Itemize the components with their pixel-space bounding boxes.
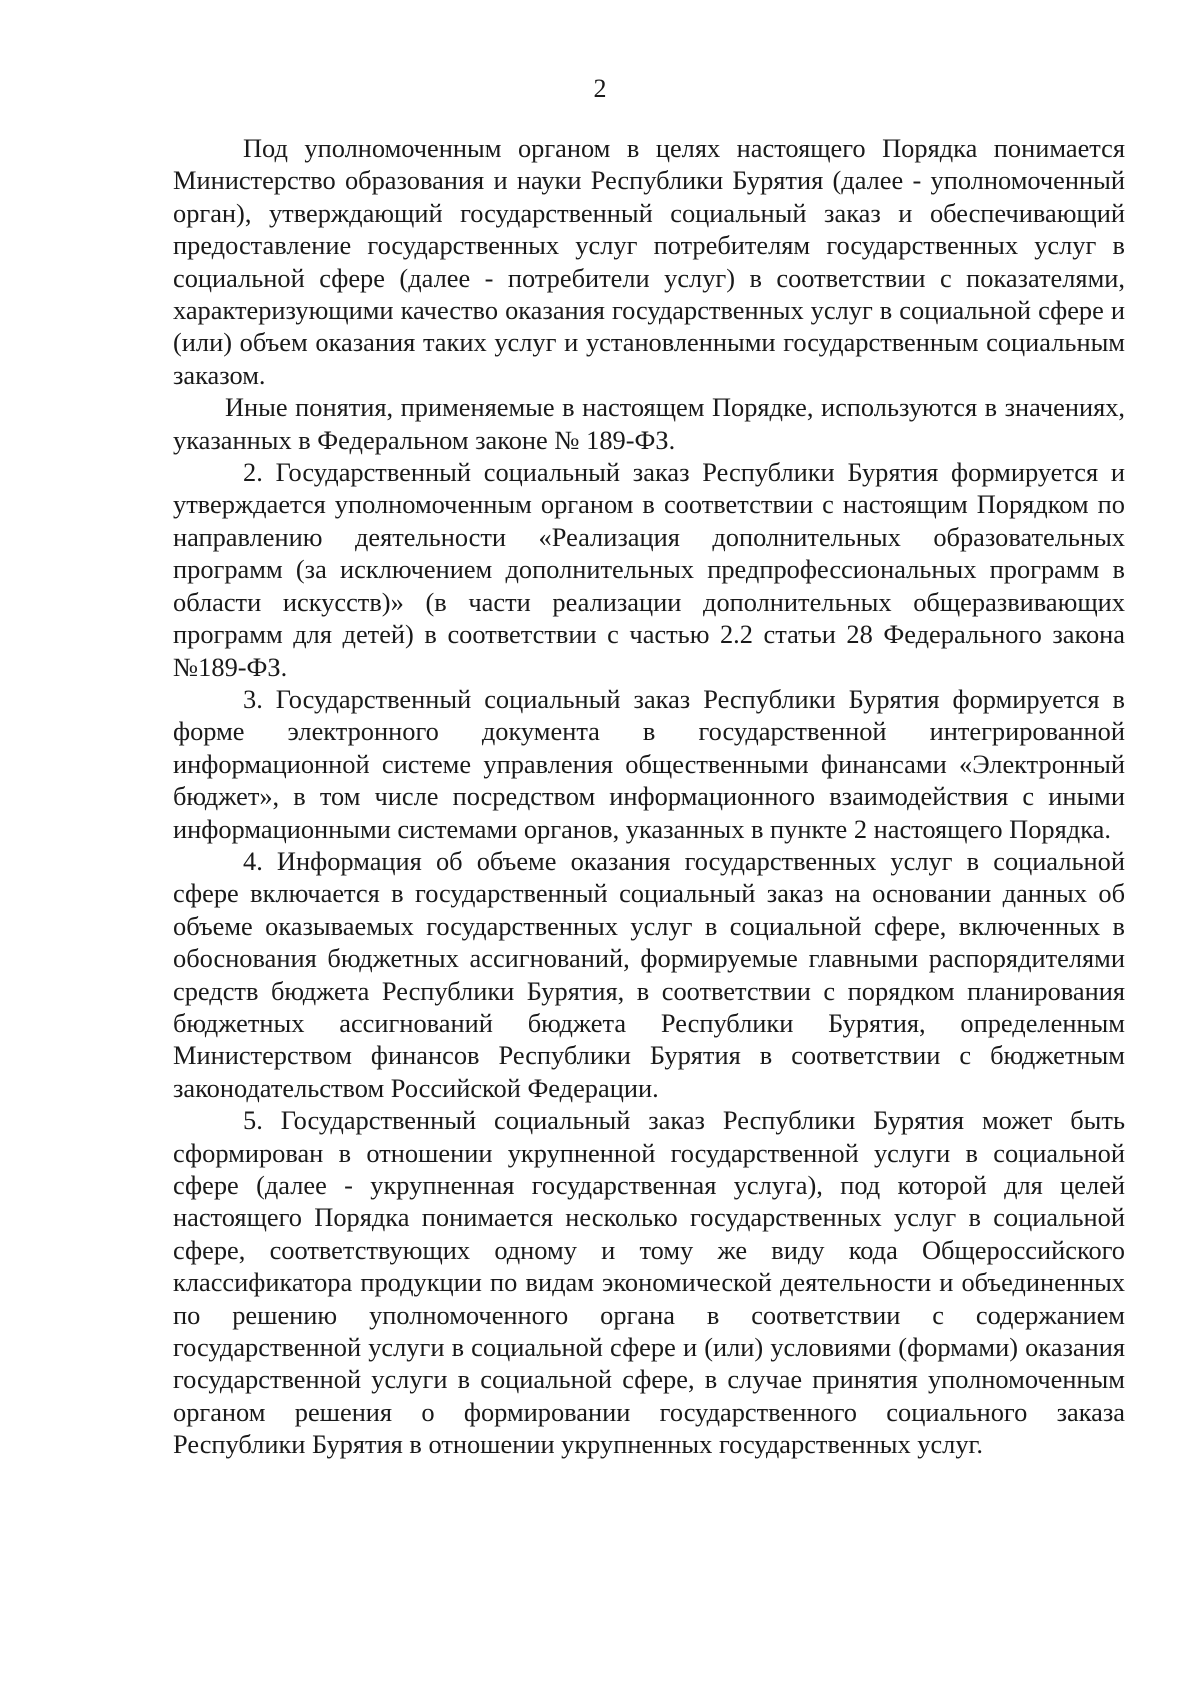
- paragraph-item-3: 3. Государственный социальный заказ Республики Бурятия формируется в форме электронного документа в государственной интегрированной информационной системе управления общественными финансами «Электронный бюджет», в том числе посредством информационного взаимодействия с иными информационными системами органов, указанных в пункте 2 настоящего Порядка.: [173, 683, 1125, 844]
- page-number: 2: [593, 74, 607, 103]
- paragraph-authorized-body-definition: Под уполномоченным органом в целях настоящего Порядка понимается Министерство образования и науки Республики Бурятия (далее - уполномоченный орган), утверждающий государственный социальный заказ и обеспечивающий предоставление государственных услуг потребителям государственных услуг в социальной сфере (далее - потребители услуг) в соответствии с показателями, характеризующими качество оказания государственных услуг в социальной сфере и (или) объем оказания таких услуг и установленными государственным социальным заказом.: [173, 133, 1125, 390]
- paragraph-other-terms: Иные понятия, применяемые в настоящем Порядке, используются в значениях, указанных в Федеральном законе № 189-ФЗ.: [173, 392, 1125, 455]
- paragraph-item-5: 5. Государственный социальный заказ Республики Бурятия может быть сформирован в отношении укрупненной государственной услуги в социальной сфере (далее - укрупненная государственная услуга), под которой для целей настоящего Порядка понимается несколько государственных услуг в социальной сфере, соответствующих одному и тому же виду кода Общероссийского классификатора продукции по видам экономической деятельности и объединенных по решению уполномоченного органа в соответствии с содержанием государственной услуги в социальной сфере и (или) условиями (формами) оказания государственной услуги в социальной сфере, в случае принятия уполномоченным органом решения о формировании государственного социального заказа Республики Бурятия в отношении укрупненных государственных услуг.: [173, 1105, 1125, 1460]
- document-body: [173, 132, 1125, 1461]
- paragraph-item-2: 2. Государственный социальный заказ Республики Бурятия формируется и утверждается уполномоченным органом в соответствии с настоящим Порядком по направлению деятельности «Реализация дополнительных образовательных программ (за исключением дополнительных предпрофессиональных программ в области искусств)» (в части реализации дополнительных общеразвивающих программ для детей) в соответствии с частью 2.2 статьи 28 Федерального закона №189-ФЗ.: [173, 457, 1125, 682]
- paragraph-item-4: 4. Информация об объеме оказания государственных услуг в социальной сфере включается в государственный социальный заказ на основании данных об объеме оказываемых государственных услуг в социальной сфере, включенных в обоснования бюджетных ассигнований, формируемые главными распорядителями средств бюджета Республики Бурятия, в соответствии с порядком планирования бюджетных ассигнований бюджета Республики Бурятия, определенным Министерством финансов Республики Бурятия в соответствии с бюджетным законодательством Российской Федерации.: [173, 845, 1125, 1103]
